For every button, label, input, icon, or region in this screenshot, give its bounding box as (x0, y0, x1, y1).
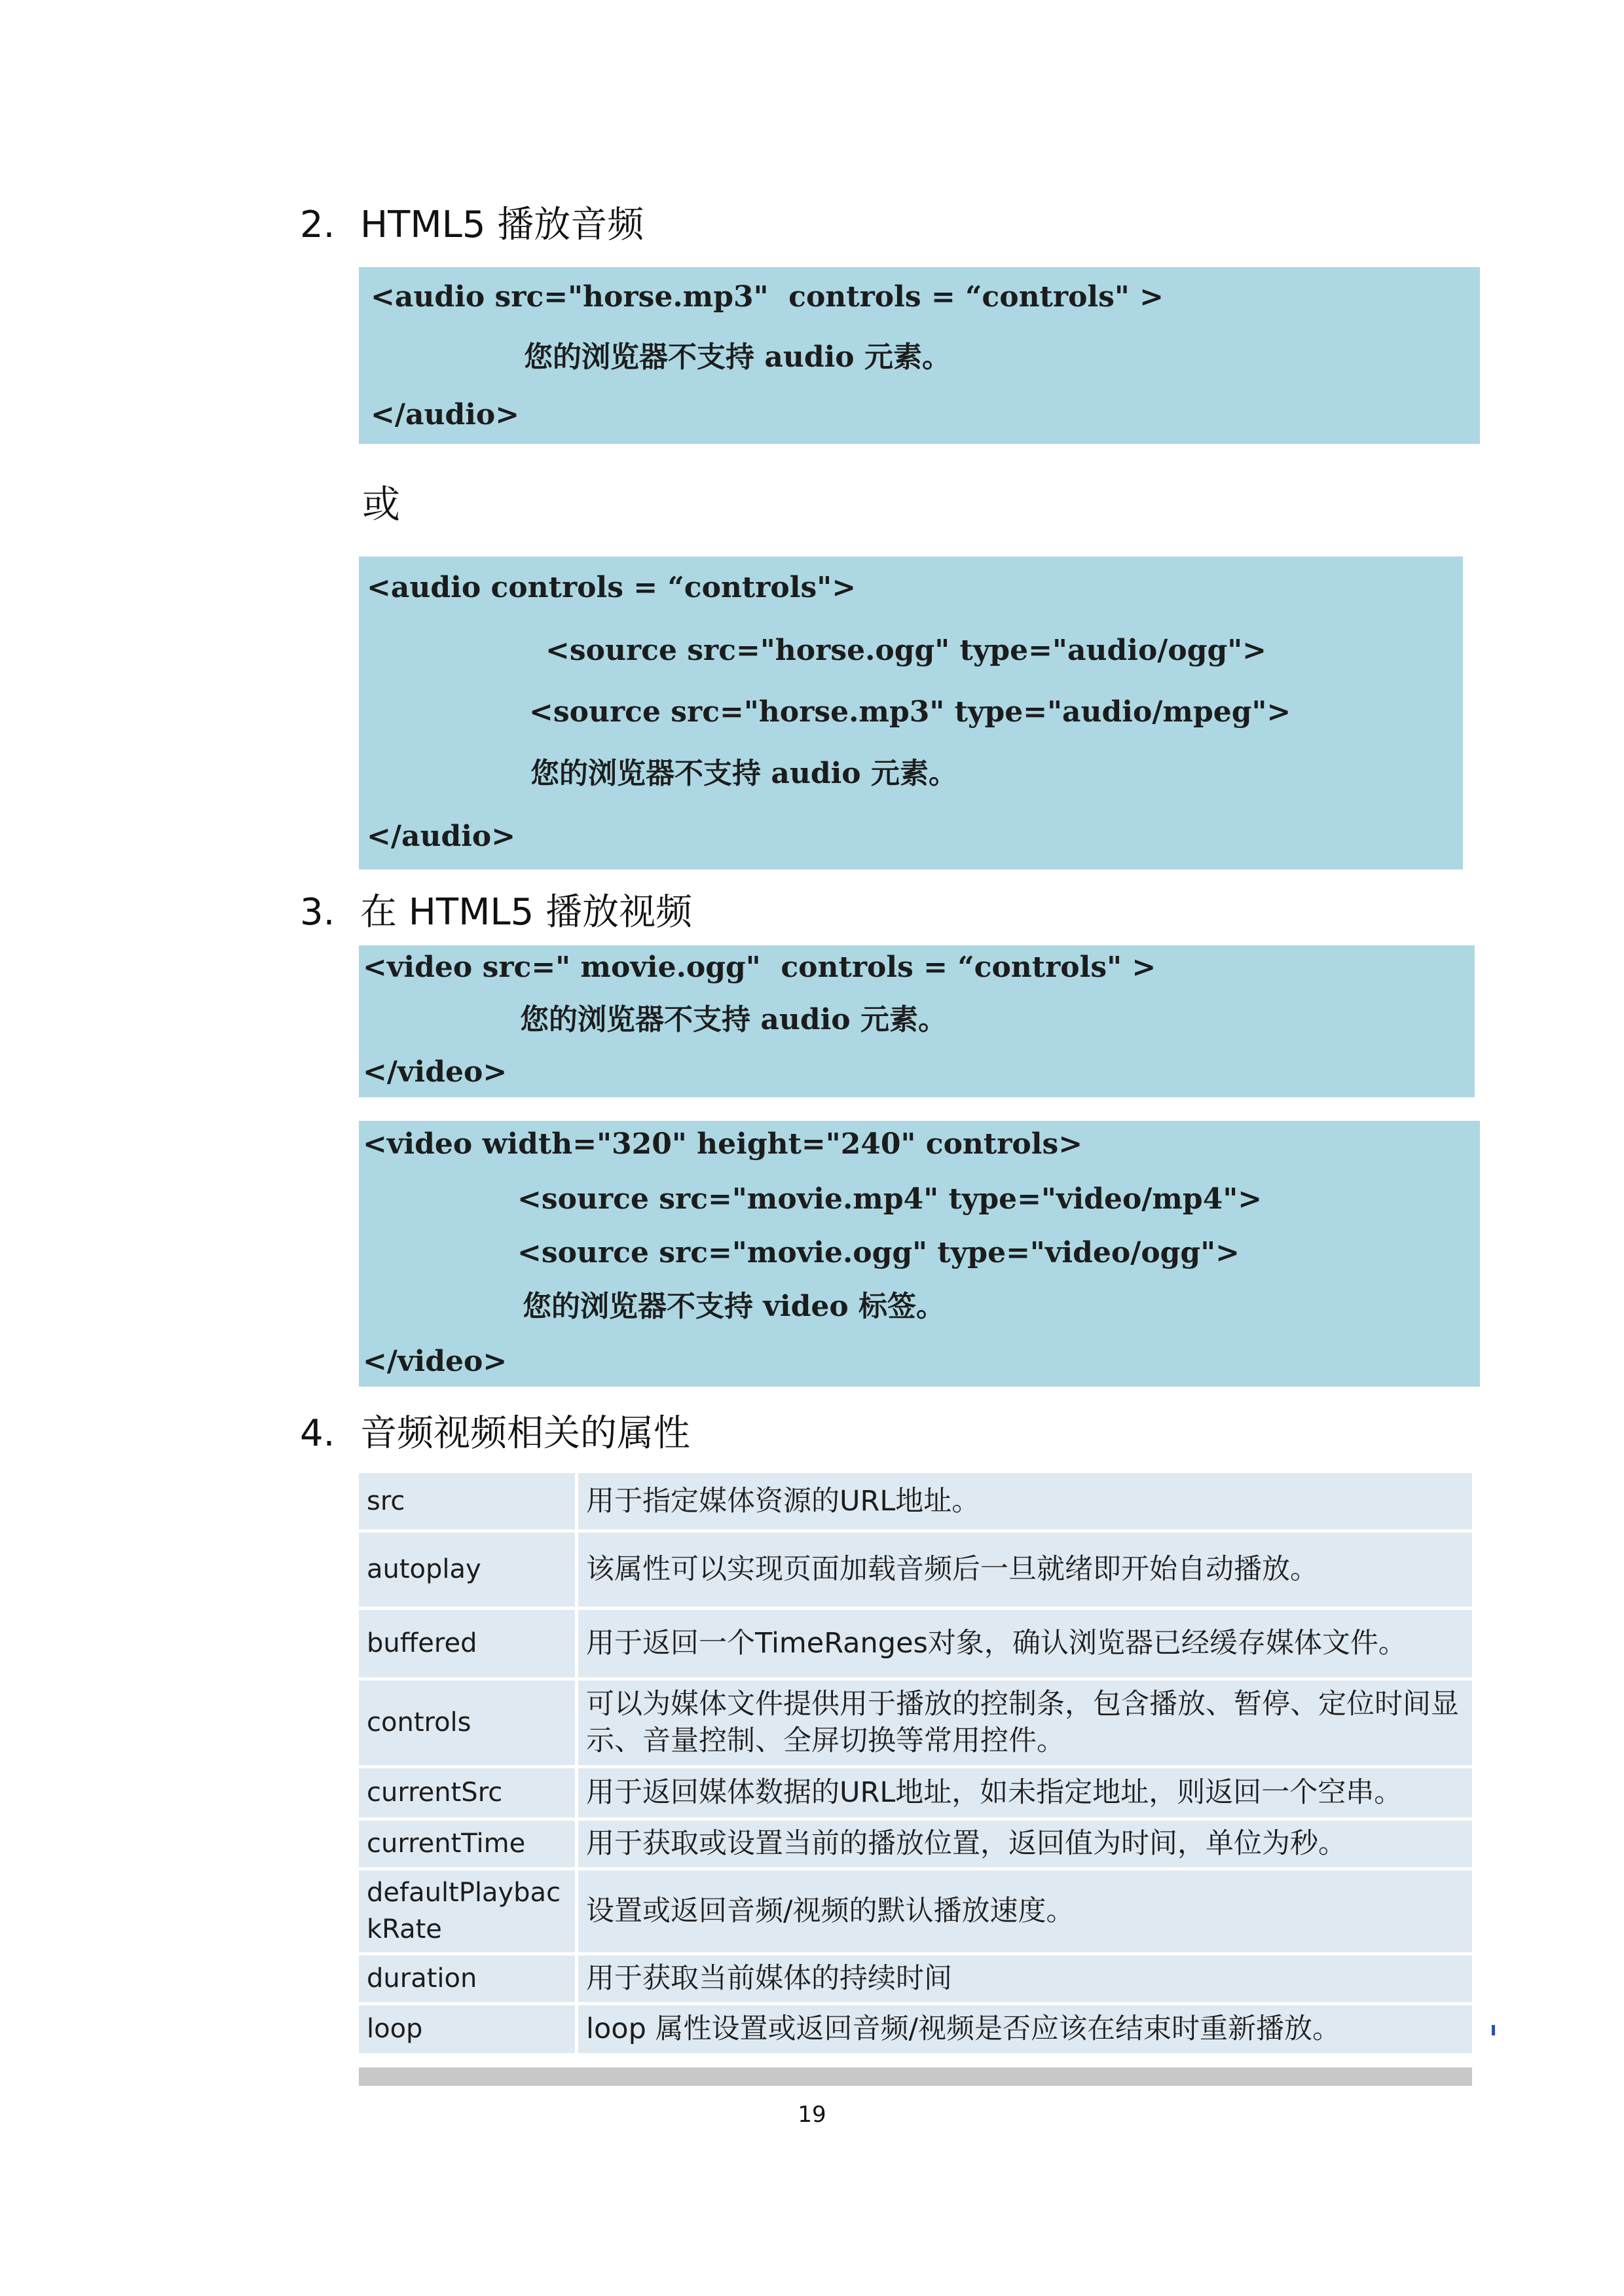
attribute-name: defaultPlaybackRate (359, 1868, 577, 1954)
table-row (359, 1608, 1472, 1679)
table-row (359, 1531, 1472, 1608)
attribute-name: currentTime (359, 1819, 577, 1868)
stray-mark (1492, 2025, 1495, 2035)
attribute-description: 用于获取当前媒体的持续时间 (577, 1954, 1473, 2003)
attribute-description: 设置或返回音频/视频的默认播放速度。 (577, 1868, 1473, 1954)
code-line: 您的浏览器不支持 audio 元素。 (530, 757, 957, 790)
attribute-description: 用于指定媒体资源的URL地址。 (577, 1473, 1473, 1531)
page-number: 19 (798, 2102, 826, 2128)
code-line: </video> (363, 1055, 507, 1089)
code-line: <source src="movie.mp4" type="video/mp4"> (517, 1182, 1263, 1216)
code-block-audio-sources (359, 556, 1463, 869)
code-line: <source src="movie.ogg" type="video/ogg"> (517, 1236, 1240, 1269)
section-number: 4. (300, 1412, 335, 1455)
section-number: 3. (300, 891, 335, 934)
code-line: <audio controls = “controls"> (367, 571, 857, 604)
attribute-description: 用于获取或设置当前的播放位置，返回值为时间，单位为秒。 (577, 1819, 1473, 1868)
code-line: </audio> (371, 398, 520, 431)
attribute-description: 该属性可以实现页面加载音频后一旦就绪即开始自动播放。 (577, 1531, 1473, 1608)
attribute-name: buffered (359, 1608, 577, 1679)
attribute-description: 用于返回一个TimeRanges对象，确认浏览器已经缓存媒体文件。 (577, 1608, 1473, 1679)
code-block-video-simple (359, 945, 1475, 1097)
attribute-name: controls (359, 1679, 577, 1766)
table-row (359, 2003, 1472, 2054)
section-3-heading (300, 892, 692, 934)
table-footer-bar (359, 2068, 1472, 2086)
table-row (359, 1766, 1472, 1819)
table-row (359, 1819, 1472, 1868)
code-line: <source src="horse.mp3" type="audio/mpeg"> (529, 695, 1291, 729)
section-title: HTML5 播放音频 (360, 204, 644, 246)
section-2-heading (300, 204, 644, 246)
attribute-name: src (359, 1473, 577, 1531)
code-line: <video width="320" height="240" controls> (363, 1127, 1083, 1161)
section-title: 音频视频相关的属性 (360, 1412, 690, 1455)
section-4-heading (300, 1413, 690, 1455)
table-row (359, 1473, 1472, 1531)
attribute-description: loop 属性设置或返回音频/视频是否应该在结束时重新播放。 (577, 2003, 1473, 2054)
attribute-name: loop (359, 2003, 577, 2054)
code-line: <source src="horse.ogg" type="audio/ogg"> (545, 634, 1267, 667)
code-block-video-sources (359, 1121, 1480, 1387)
code-line: 您的浏览器不支持 audio 元素。 (524, 340, 951, 374)
code-line: </video> (363, 1345, 507, 1378)
code-line: 您的浏览器不支持 audio 元素。 (520, 1003, 947, 1036)
attribute-name: duration (359, 1954, 577, 2003)
section-number: 2. (300, 204, 335, 246)
table-row (359, 1679, 1472, 1766)
attributes-table (359, 1473, 1472, 2056)
code-line: <audio src="horse.mp3" controls = “controls" > (371, 280, 1164, 314)
table-row (359, 1868, 1472, 1954)
attribute-name: autoplay (359, 1531, 577, 1608)
or-text: 或 (362, 482, 401, 526)
code-line: <video src=" movie.ogg" controls = “controls" > (363, 951, 1156, 984)
attribute-description: 可以为媒体文件提供用于播放的控制条，包含播放、暂停、定位时间显示、音量控制、全屏切换等常用控件。 (577, 1679, 1473, 1766)
attribute-name: currentSrc (359, 1766, 577, 1819)
section-title: 在 HTML5 播放视频 (360, 891, 693, 934)
code-line: 您的浏览器不支持 video 标签。 (523, 1290, 946, 1323)
code-block-audio-simple (359, 267, 1480, 444)
attribute-description: 用于返回媒体数据的URL地址，如未指定地址，则返回一个空串。 (577, 1766, 1473, 1819)
code-line: </audio> (367, 820, 516, 853)
table-row (359, 1954, 1472, 2003)
